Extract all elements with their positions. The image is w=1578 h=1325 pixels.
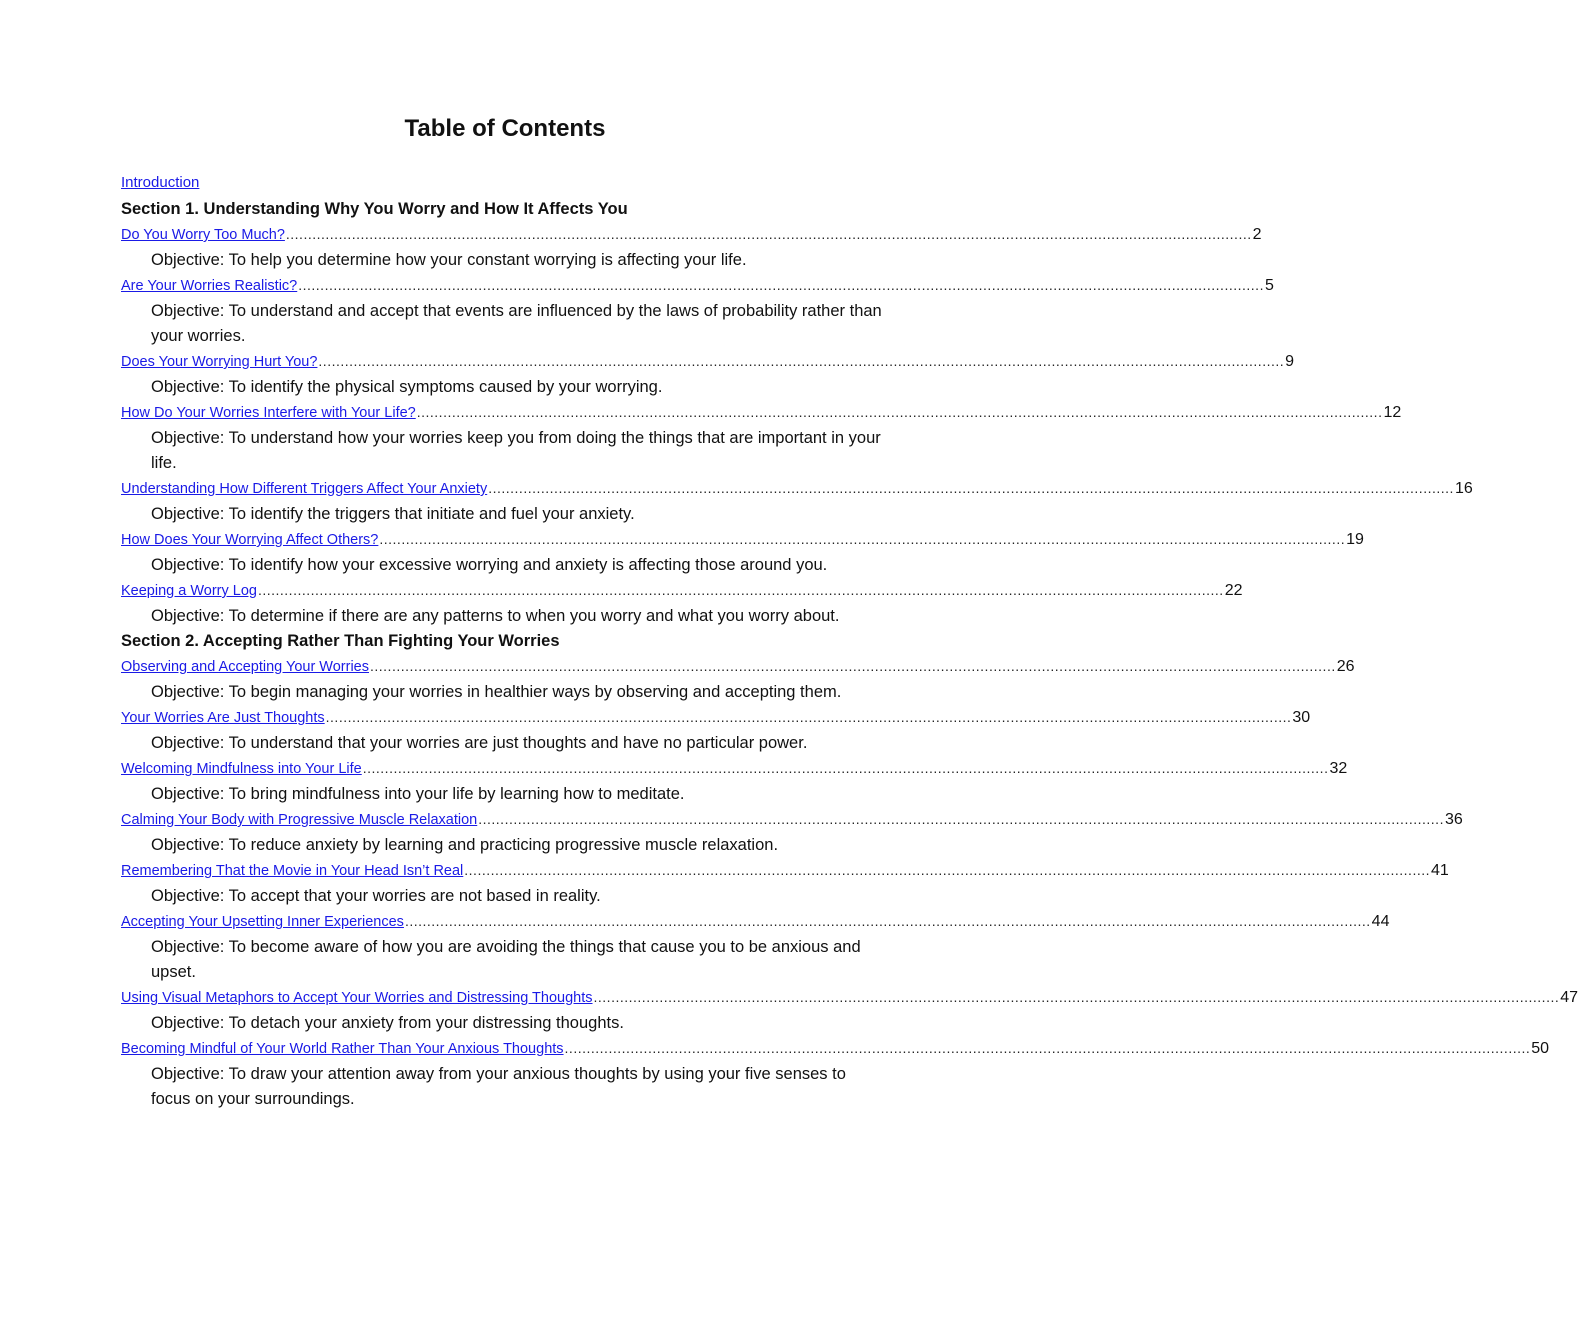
page-number: 47: [1560, 989, 1578, 1006]
objective-text: Objective: To detach your anxiety from your distressing thoughts.: [151, 1014, 624, 1032]
objective-text: Objective: To become aware of how you are avoiding the things that cause you to be anxious and upset.: [151, 938, 861, 981]
page-number: 12: [1383, 404, 1402, 421]
page-number: 44: [1371, 913, 1390, 930]
objective-text: Objective: To identify the triggers that initiate and fuel your anxiety.: [151, 505, 635, 523]
dot-leader: ............................................................................................................................................................................................................................: [318, 353, 1285, 369]
toc-entry: [121, 578, 1243, 604]
page-number: 5: [1264, 277, 1274, 294]
objective-text: Objective: To begin managing your worries in healthier ways by observing and accepting them.: [151, 683, 842, 701]
dot-leader: ............................................................................................................................................................................................................................: [404, 913, 1371, 929]
toc-entry: [121, 654, 1355, 680]
section-heading: Section 2. Accepting Rather Than Fighting Your Worries: [121, 632, 560, 650]
toc-entry-link[interactable]: Your Worries Are Just Thoughts: [121, 710, 325, 726]
page-number: 26: [1336, 658, 1355, 675]
objective-text: Objective: To accept that your worries are not based in reality.: [151, 887, 601, 905]
toc-entry: [121, 909, 1390, 935]
objective-text: Objective: To identify the physical symptoms caused by your worrying.: [151, 378, 663, 396]
dot-leader: ............................................................................................................................................................................................................................: [298, 277, 1264, 293]
objective-text: Objective: To determine if there are any patterns to when you worry and what you worry about.: [151, 607, 840, 625]
page-number: 9: [1285, 353, 1295, 370]
objective-text: Objective: To understand and accept that events are influenced by the laws of probability rather than your worries.: [151, 302, 882, 345]
toc-entry: [121, 527, 1364, 553]
dot-leader: ............................................................................................................................................................................................................................: [379, 531, 1346, 547]
page-number: 2: [1252, 226, 1262, 243]
dot-leader: ............................................................................................................................................................................................................................: [593, 989, 1560, 1005]
dot-leader: ............................................................................................................................................................................................................................: [416, 404, 1383, 420]
page-number: 22: [1224, 582, 1243, 599]
toc-entry-link[interactable]: Using Visual Metaphors to Accept Your Worries and Distressing Thoughts: [121, 990, 593, 1006]
introduction-link[interactable]: Introduction: [121, 174, 200, 191]
objective-text: Objective: To identify how your excessive worrying and anxiety is affecting those around you.: [151, 556, 828, 574]
objective-text: Objective: To help you determine how your constant worrying is affecting your life.: [151, 251, 747, 269]
toc-entry: [121, 349, 1295, 375]
toc-entry-link[interactable]: Calming Your Body with Progressive Muscle Relaxation: [121, 812, 478, 828]
dot-leader: ............................................................................................................................................................................................................................: [370, 658, 1336, 674]
toc-entry: [121, 985, 1578, 1011]
toc-entry: [121, 807, 1463, 833]
page-number: 32: [1329, 760, 1348, 777]
toc-entry-link[interactable]: Accepting Your Upsetting Inner Experiences: [121, 914, 404, 930]
toc-entry: [121, 273, 1274, 299]
toc-entry: [121, 705, 1311, 731]
objective-text: Objective: To bring mindfulness into your life by learning how to meditate.: [151, 785, 685, 803]
dot-leader: ............................................................................................................................................................................................................................: [362, 760, 1329, 776]
dot-leader: ............................................................................................................................................................................................................................: [564, 1040, 1531, 1056]
objective-text: Objective: To reduce anxiety by learning and practicing progressive muscle relaxation.: [151, 836, 779, 854]
toc-entry-link[interactable]: Remembering That the Movie in Your Head Isn’t Real: [121, 863, 464, 879]
dot-leader: ............................................................................................................................................................................................................................: [464, 862, 1431, 878]
dot-leader: ............................................................................................................................................................................................................................: [488, 480, 1454, 496]
dot-leader: ............................................................................................................................................................................................................................: [478, 811, 1444, 827]
toc-entry-link[interactable]: How Do Your Worries Interfere with Your Life?: [121, 405, 416, 421]
toc-entry: [121, 400, 1402, 426]
toc-entry: [121, 858, 1449, 884]
toc-sections: [121, 197, 1578, 1112]
page-title: Table of Contents: [404, 115, 606, 142]
toc-entry-link[interactable]: Keeping a Worry Log: [121, 583, 257, 599]
toc-entry-link[interactable]: Are Your Worries Realistic?: [121, 278, 298, 294]
toc-entry: [121, 1036, 1550, 1062]
objective-text: Objective: To understand how your worries keep you from doing the things that are important in your life.: [151, 429, 881, 472]
page-number: 50: [1531, 1040, 1550, 1057]
toc-entry-link[interactable]: Do You Worry Too Much?: [121, 227, 285, 243]
toc-page: [121, 111, 1578, 1112]
toc-entry: [121, 756, 1348, 782]
toc-entry-link[interactable]: How Does Your Worrying Affect Others?: [121, 532, 379, 548]
toc-entry: [121, 222, 1262, 248]
page-number: 19: [1346, 531, 1364, 548]
toc-entry-link[interactable]: Does Your Worrying Hurt You?: [121, 354, 318, 370]
page-number: 41: [1431, 862, 1449, 879]
page-number: 16: [1454, 480, 1473, 497]
toc-entry-link[interactable]: Becoming Mindful of Your World Rather Than Your Anxious Thoughts: [121, 1041, 564, 1057]
toc-entry-link[interactable]: Welcoming Mindfulness into Your Life: [121, 761, 362, 777]
dot-leader: ............................................................................................................................................................................................................................: [257, 582, 1224, 598]
objective-text: Objective: To draw your attention away from your anxious thoughts by using your five senses to focus on your surroundings.: [151, 1065, 846, 1108]
dot-leader: ............................................................................................................................................................................................................................: [285, 226, 1252, 242]
toc-entry-link[interactable]: Understanding How Different Triggers Affect Your Anxiety: [121, 481, 488, 497]
page-number: 30: [1292, 709, 1311, 726]
section-heading: Section 1. Understanding Why You Worry and How It Affects You: [121, 200, 628, 218]
dot-leader: ............................................................................................................................................................................................................................: [325, 709, 1292, 725]
toc-entry-link[interactable]: Observing and Accepting Your Worries: [121, 659, 369, 675]
toc-entry: [121, 476, 1473, 502]
objective-text: Objective: To understand that your worries are just thoughts and have no particular power.: [151, 734, 808, 752]
page-number: 36: [1444, 811, 1463, 828]
